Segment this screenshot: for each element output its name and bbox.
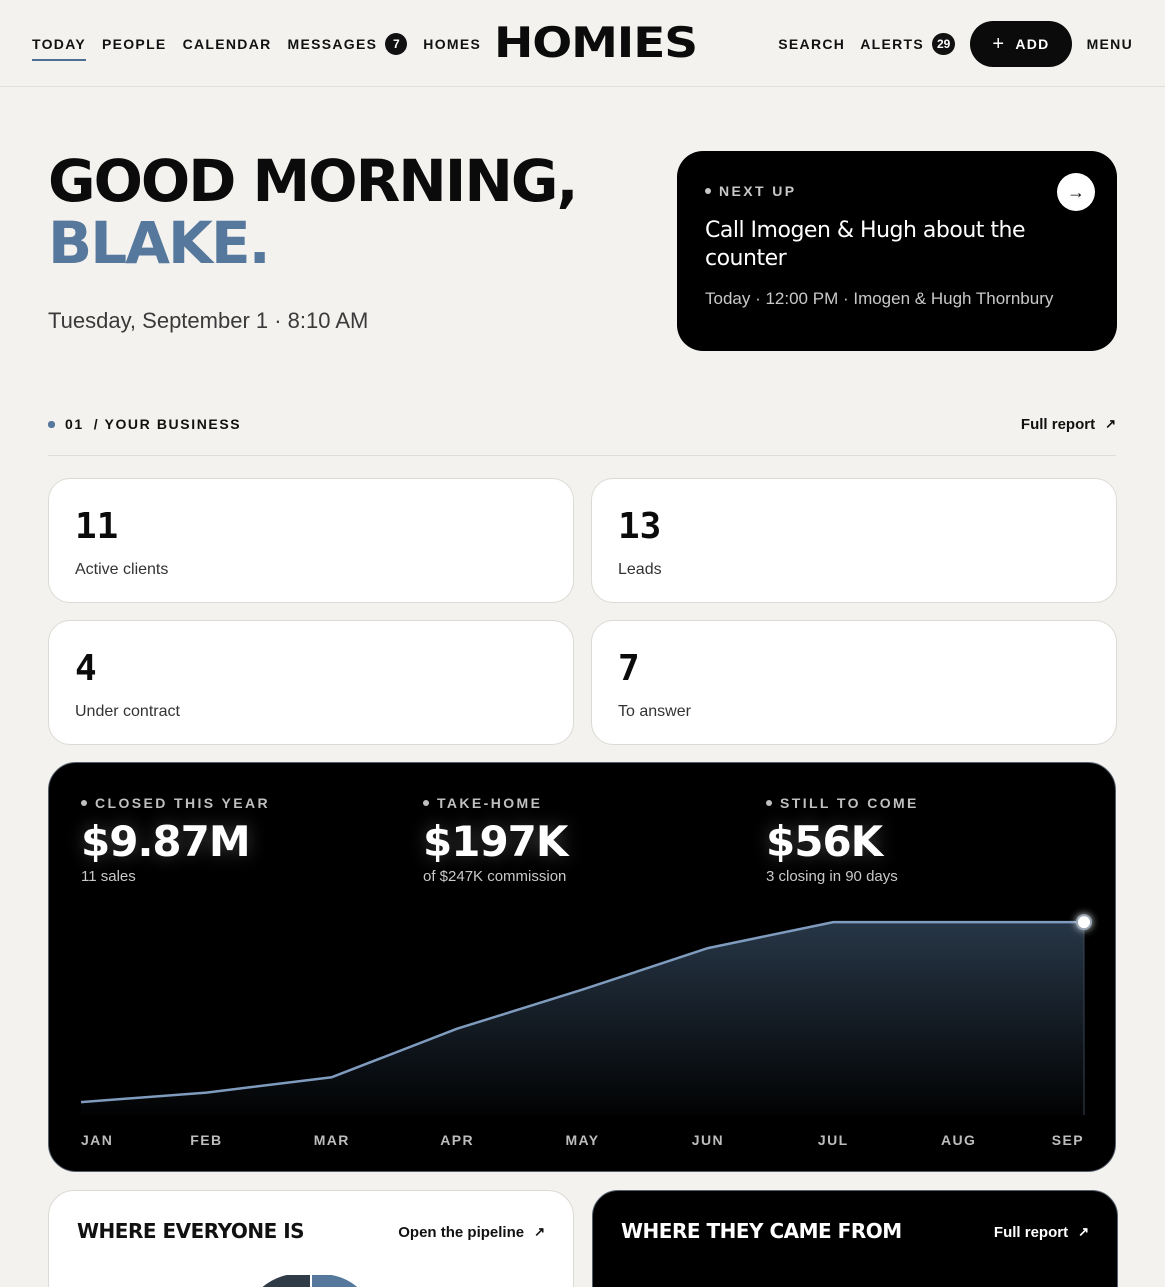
section-title	[48, 416, 241, 455]
kpi-label	[81, 795, 270, 811]
arrow-up-right-icon: ↗	[1105, 416, 1116, 431]
pipeline-title: WHERE EVERYONE IS	[77, 1219, 305, 1243]
stat-card-to-answer[interactable]	[591, 620, 1117, 745]
open-pipeline-link[interactable]	[398, 1224, 545, 1241]
greeting-text: GOOD MORNING,	[48, 147, 577, 215]
homies-logo[interactable]: HOMIES	[494, 18, 697, 67]
kpi-value: $56K	[766, 817, 883, 866]
nav-homes[interactable]	[423, 36, 481, 52]
nav-search[interactable]	[778, 36, 845, 52]
nav-homes-label: HOMES	[423, 35, 482, 52]
section-title-text: / YOUR BUSINESS	[93, 416, 242, 432]
donut-segment	[255, 1275, 310, 1287]
sources-full-report-link[interactable]	[994, 1224, 1089, 1241]
nav-menu[interactable]	[1087, 36, 1133, 52]
nav-search-label: SEARCH	[778, 35, 846, 52]
nav-today-label: TODAY	[32, 35, 86, 52]
pipeline-donut-chart	[255, 1275, 365, 1287]
chart-current-marker	[1077, 915, 1091, 929]
nav-alerts[interactable]	[860, 33, 955, 55]
greeting-heading	[48, 147, 577, 277]
greeting-name: BLAKE.	[48, 209, 269, 277]
x-tick-label-jun: JUN	[691, 1132, 724, 1148]
kpi-subtext: 3 closing in 90 days	[766, 868, 898, 885]
full-report-label: Full report	[1020, 416, 1096, 433]
nav-people[interactable]	[102, 36, 167, 52]
x-tick-label-sep: SEP	[1051, 1132, 1084, 1148]
pipeline-card	[48, 1190, 574, 1287]
x-tick-label-mar: MAR	[313, 1132, 350, 1148]
stat-label: Leads	[618, 561, 662, 578]
top-nav	[0, 0, 1165, 87]
full-report-link[interactable]	[1021, 416, 1116, 455]
arrow-up-right-icon: ↗	[1078, 1224, 1089, 1239]
open-pipeline-label: Open the pipeline	[398, 1224, 525, 1241]
dot-icon	[705, 188, 711, 194]
next-up-card[interactable]	[677, 151, 1117, 351]
dot-icon	[766, 800, 772, 806]
primary-nav	[32, 0, 481, 87]
kpi-subtext: of $247K commission	[423, 868, 567, 885]
kpi-label-text: TAKE-HOME	[437, 795, 543, 811]
next-up-label	[705, 183, 1089, 199]
x-tick-label-feb: FEB	[190, 1132, 223, 1148]
stat-card-under-contract[interactable]	[48, 620, 574, 745]
current-datetime: Tuesday, September 1 · 8:10 AM	[48, 308, 369, 333]
kpi-still-to-come	[766, 795, 919, 885]
next-up-label-text: NEXT UP	[719, 183, 797, 199]
kpi-closed-this-year	[81, 795, 270, 885]
section-number: 01	[65, 416, 84, 432]
stat-value: 7	[618, 648, 640, 689]
stat-value: 11	[75, 506, 119, 547]
alerts-count-badge: 29	[932, 33, 955, 55]
dot-icon	[423, 800, 429, 806]
x-tick-label-jul: JUL	[817, 1132, 849, 1148]
add-button[interactable]	[970, 21, 1071, 67]
kpi-label	[766, 795, 919, 811]
nav-people-label: PEOPLE	[101, 35, 167, 52]
kpi-take-home	[423, 795, 567, 885]
next-up-meta: Today · 12:00 PM · Imogen & Hugh Thornbury	[705, 289, 1054, 308]
next-up-title: Call Imogen & Hugh about the counter	[705, 218, 1025, 271]
stat-value: 13	[618, 506, 662, 547]
x-tick-label-aug: AUG	[940, 1132, 977, 1148]
stat-value: 4	[75, 648, 97, 689]
kpi-value: $9.87M	[81, 817, 250, 866]
stat-label: To answer	[618, 703, 691, 720]
dot-icon	[48, 421, 55, 428]
nav-today[interactable]	[32, 36, 86, 52]
sources-full-report-label: Full report	[993, 1224, 1069, 1241]
section-header	[48, 416, 1116, 456]
kpi-label-text: CLOSED THIS YEAR	[95, 795, 271, 811]
arrow-up-right-icon: ↗	[534, 1224, 545, 1239]
lead-sources-card	[592, 1190, 1118, 1287]
x-tick-label-may: MAY	[565, 1132, 600, 1148]
x-tick-label-jan: JAN	[81, 1132, 114, 1148]
kpi-subtext: 11 sales	[81, 868, 136, 885]
kpi-value: $197K	[423, 817, 568, 866]
kpi-label-text: STILL TO COME	[780, 795, 919, 811]
arrow-right-icon[interactable]: →	[1057, 173, 1095, 211]
stat-label: Under contract	[75, 703, 180, 720]
plus-icon: +	[992, 32, 1006, 55]
nav-calendar[interactable]	[183, 36, 272, 52]
messages-count-badge: 7	[385, 33, 407, 55]
kpi-label	[423, 795, 567, 811]
earnings-chart-card	[48, 762, 1116, 1172]
dot-icon	[81, 800, 87, 806]
lead-sources-title: WHERE THEY CAME FROM	[621, 1219, 902, 1243]
x-tick-label-apr: APR	[440, 1132, 475, 1148]
add-button-label: ADD	[1015, 35, 1050, 52]
secondary-nav	[778, 0, 1133, 87]
nav-calendar-label: CALENDAR	[182, 35, 272, 52]
donut-segment	[312, 1275, 365, 1287]
stat-card-leads[interactable]	[591, 478, 1117, 603]
nav-messages-label: MESSAGES	[287, 35, 378, 52]
nav-messages[interactable]	[288, 33, 408, 55]
nav-menu-label: MENU	[1086, 35, 1133, 52]
stat-label: Active clients	[75, 561, 169, 578]
nav-alerts-label: ALERTS	[860, 35, 924, 52]
chart-area-fill	[81, 922, 1084, 1115]
stat-card-active-clients[interactable]	[48, 478, 574, 603]
